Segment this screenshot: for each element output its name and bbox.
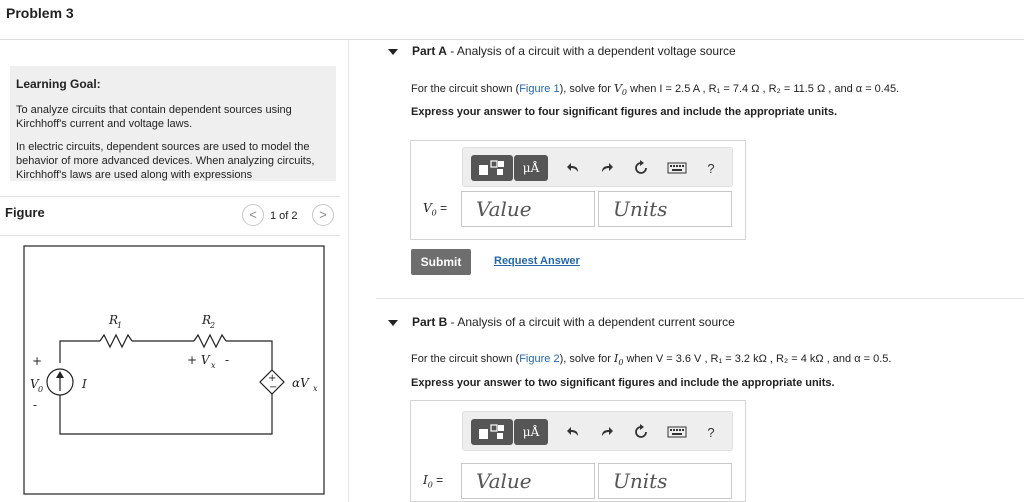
figure-next-button[interactable]: >	[312, 204, 334, 226]
resistor-r2	[194, 335, 226, 347]
templates-button[interactable]	[471, 419, 513, 445]
problem-text-segment: For the circuit shown (	[411, 353, 520, 365]
label-dependent-sub: x	[313, 384, 318, 393]
units-input[interactable]: Units	[598, 463, 732, 499]
keyboard-icon	[667, 426, 687, 438]
part-b-title: - Analysis of a circuit with a dependent current source	[447, 315, 735, 329]
variable-subscript: 0	[431, 208, 437, 218]
math-toolbar	[462, 147, 733, 187]
part-b-header[interactable]	[388, 315, 735, 329]
learning-goal-heading: Learning Goal:	[16, 77, 101, 91]
label-dep-plus: +	[268, 373, 277, 384]
reset-button[interactable]	[631, 155, 651, 181]
request-answer-link[interactable]: Request Answer	[494, 255, 580, 267]
units-input[interactable]: Units	[598, 191, 732, 227]
part-a-instruction: Express your answer to four significant figures and include the appropriate units.	[411, 106, 838, 118]
help-button[interactable]: ?	[707, 424, 715, 440]
wire-left-top	[60, 341, 100, 363]
part-b-problem-text	[411, 352, 891, 367]
submit-button[interactable]: Submit	[411, 249, 471, 275]
part-a-problem-text	[411, 82, 899, 97]
reset-button[interactable]	[631, 419, 651, 445]
header-divider	[0, 39, 1024, 40]
label-vx: + V	[187, 353, 210, 367]
circuit-figure	[0, 236, 340, 502]
figure-border	[24, 246, 324, 494]
templates-icon	[477, 423, 507, 441]
unknown-subscript: 0	[618, 358, 624, 368]
figure-2-link[interactable]: Figure 2	[519, 353, 560, 365]
templates-button[interactable]	[471, 155, 513, 181]
wire-right-top	[226, 341, 272, 370]
label-minus: -	[33, 398, 38, 412]
part-a-answer-box	[410, 140, 746, 240]
part-a-header[interactable]	[388, 44, 736, 58]
answer-variable-label	[423, 201, 447, 217]
problem-text-segment: ), solve for	[559, 353, 614, 365]
problem-title: Problem 3	[6, 5, 74, 21]
figure-label: Figure	[5, 205, 45, 220]
collapse-triangle-icon[interactable]	[388, 49, 398, 55]
label-vx-sub: x	[211, 361, 216, 370]
part-a-label: Part A	[412, 44, 447, 58]
keyboard-button[interactable]	[665, 419, 689, 445]
redo-icon	[600, 426, 614, 438]
units-symbol-button[interactable]: μÅ	[514, 419, 548, 445]
undo-button[interactable]	[563, 155, 583, 181]
redo-button[interactable]	[597, 155, 617, 181]
answer-variable-label	[423, 473, 443, 489]
label-dependent: αV	[292, 376, 309, 390]
variable-symbol: I	[423, 473, 428, 487]
help-button[interactable]: ?	[707, 160, 715, 176]
unknown-subscript: 0	[621, 88, 628, 98]
label-r2: R	[202, 313, 212, 327]
label-vx-minus: -	[225, 353, 230, 367]
redo-button[interactable]	[597, 419, 617, 445]
label-r2-sub: 2	[210, 321, 216, 330]
resistor-r1	[100, 335, 132, 347]
learning-goal-paragraph: In electric circuits, dependent sources are used to model the behavior of more advanced devices. When analyzing circuits, Kirchhoff's laws are used along with expressions	[16, 141, 315, 181]
keyboard-button[interactable]	[665, 155, 689, 181]
label-current: I	[82, 377, 87, 391]
current-arrow-head	[56, 371, 64, 378]
learning-goal-panel[interactable]	[10, 66, 336, 181]
figure-header	[0, 196, 340, 236]
label-dep-minus: −	[269, 382, 278, 393]
variable-symbol: V	[423, 201, 432, 215]
learning-goal-paragraph: To analyze circuits that contain dependent sources using Kirchhoff's current and voltage laws.	[16, 104, 292, 130]
value-input[interactable]: Value	[461, 463, 595, 499]
column-divider	[348, 40, 349, 502]
redo-icon	[600, 162, 614, 174]
undo-icon	[566, 426, 580, 438]
part-a-title: - Analysis of a circuit with a dependent voltage source	[446, 44, 736, 58]
part-divider	[376, 298, 1024, 299]
variable-subscript: 0	[427, 480, 433, 490]
given-values: when I = 2.5 A , R₁ = 7.4 Ω , R₂ = 11.5 Ω , and α = 0.45.	[627, 83, 900, 95]
part-b-instruction: Express your answer to two significant figures and include the appropriate units.	[411, 377, 835, 389]
undo-button[interactable]	[563, 419, 583, 445]
value-input[interactable]: Value	[461, 191, 595, 227]
undo-icon	[566, 162, 580, 174]
templates-icon	[477, 159, 507, 177]
label-r1: R	[109, 313, 119, 327]
figure-prev-button[interactable]: <	[242, 204, 264, 226]
label-v0: V	[30, 377, 39, 391]
equals-sign: =	[432, 473, 444, 487]
units-symbol-button[interactable]: μÅ	[514, 155, 548, 181]
reset-icon	[633, 160, 649, 176]
reset-icon	[633, 424, 649, 440]
figure-1-link[interactable]: Figure 1	[519, 83, 560, 95]
figure-count: 1 of 2	[270, 210, 298, 222]
label-v0-sub: 0	[38, 385, 44, 394]
given-values: when V = 3.6 V , R₁ = 3.2 kΩ , R₂ = 4 kΩ , and α = 0.5.	[623, 353, 892, 365]
label-r1-sub: 1	[117, 321, 123, 330]
wire-bottom	[60, 394, 272, 434]
problem-text-segment: For the circuit shown (	[411, 83, 520, 95]
part-b-answer-box	[410, 400, 746, 502]
unknown-symbol: V	[613, 82, 622, 95]
circuit-diagram	[0, 236, 340, 502]
label-plus: +	[32, 354, 43, 368]
collapse-triangle-icon[interactable]	[388, 320, 398, 326]
unknown-symbol: I	[613, 352, 619, 365]
keyboard-icon	[667, 162, 687, 174]
part-b-label: Part B	[412, 315, 448, 329]
math-toolbar	[462, 411, 733, 451]
equals-sign: =	[436, 201, 448, 215]
problem-text-segment: ), solve for	[559, 83, 614, 95]
